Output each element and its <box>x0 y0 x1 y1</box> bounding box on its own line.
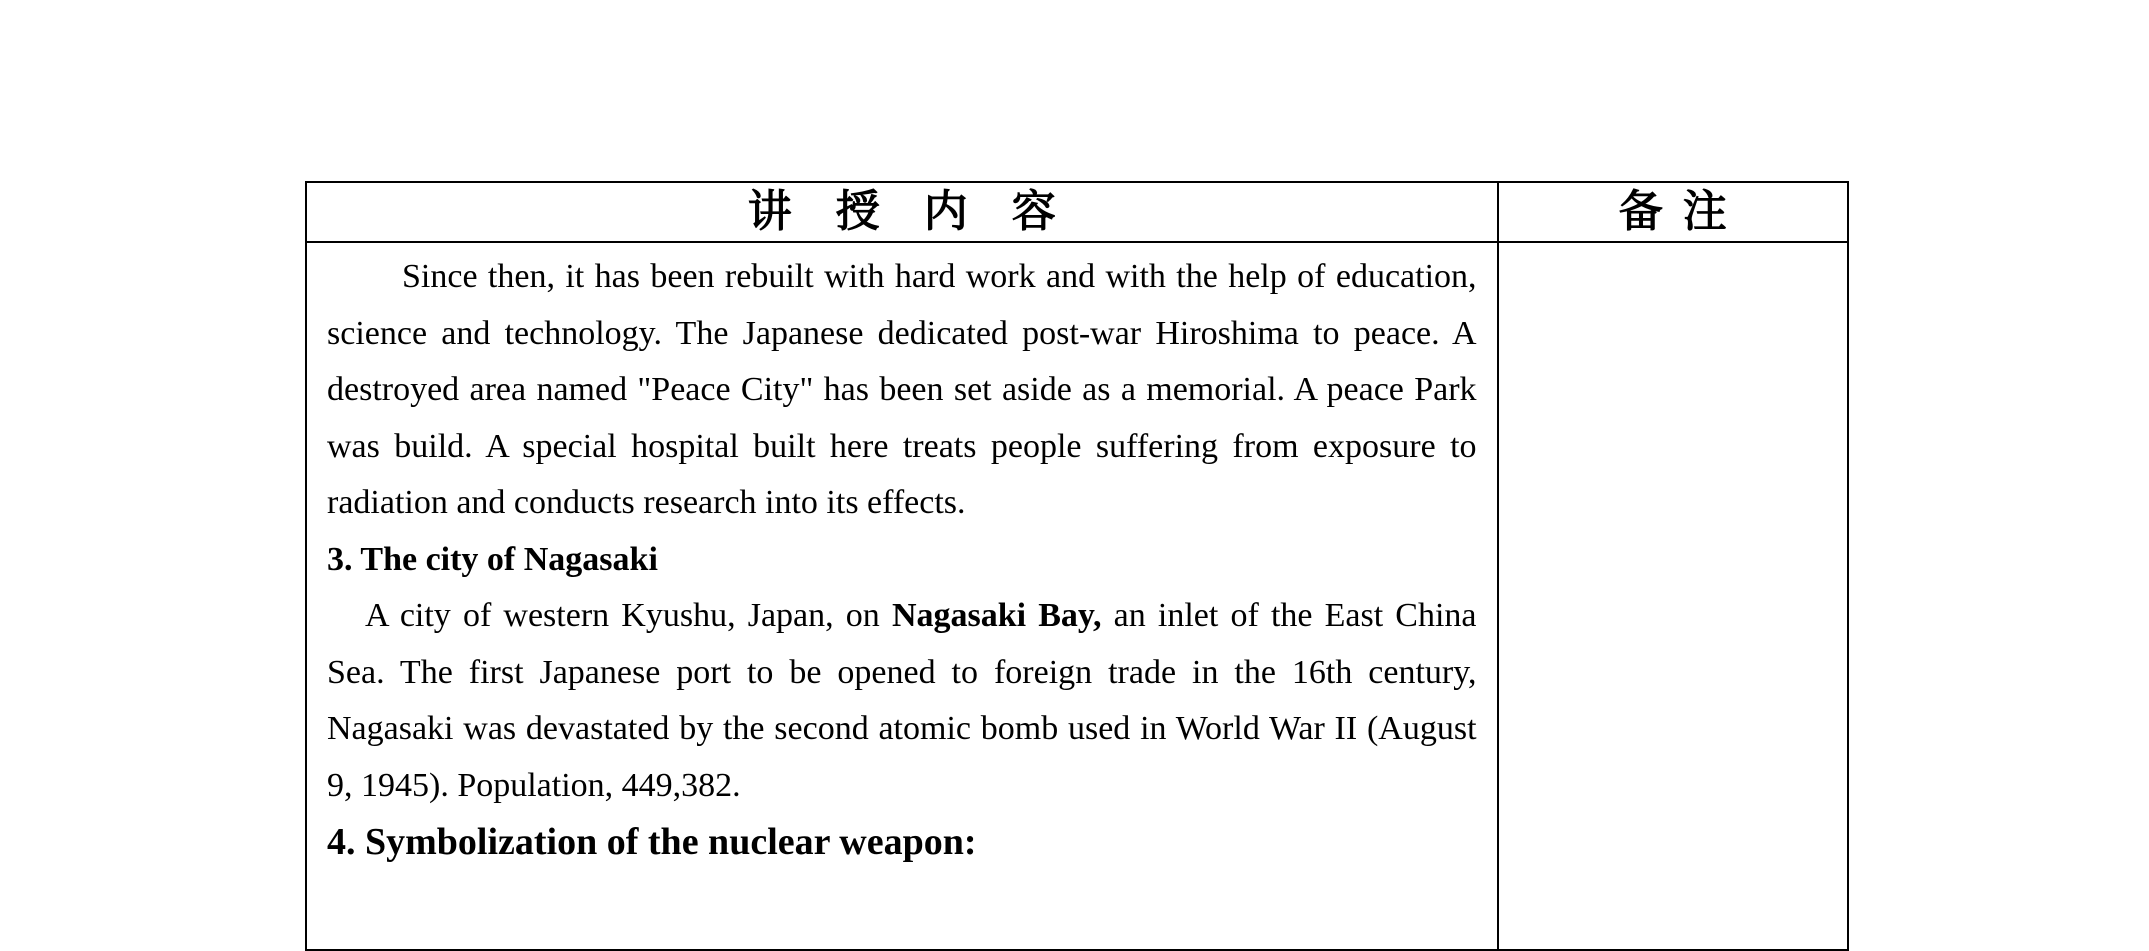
paragraph-nagasaki-start: A city of western Kyushu, Japan, on <box>365 597 892 634</box>
paragraph-nagasaki <box>327 588 1477 814</box>
table-body-row <box>306 242 1848 950</box>
lecture-content-cell <box>306 242 1498 950</box>
notes-cell <box>1498 242 1848 950</box>
header-lecture-content: 讲授内容 <box>306 182 1498 242</box>
section-heading-nagasaki: 3. The city of Nagasaki <box>327 540 658 578</box>
paragraph-nagasaki-end: an inlet of the East China Sea. The first Japanese port to be opened to foreign trade in the 16th century, Nagasaki was devastated by the second atomic bomb used in World War II (August 9, 1945). Population, 449,382. <box>327 597 1477 804</box>
lecture-table <box>305 181 1849 951</box>
paragraph-nagasaki-bold: Nagasaki Bay, <box>891 597 1102 634</box>
lecture-sheet <box>305 181 1849 941</box>
table-header-row <box>306 182 1848 242</box>
header-notes: 备注 <box>1498 182 1848 242</box>
section-heading-symbolization: 4. Symbolization of the nuclear weapon: <box>327 821 977 863</box>
paragraph-hiroshima: Since then, it has been rebuilt with hard work and with the help of education, science and technology. The Japanese dedicated post-war Hiroshima to peace. A destroyed area named "Peace City" has been set aside as a memorial. A peace Park was build. A special hospital built here treats people suffering from exposure to radiation and conducts research into its effects. <box>327 258 1477 521</box>
